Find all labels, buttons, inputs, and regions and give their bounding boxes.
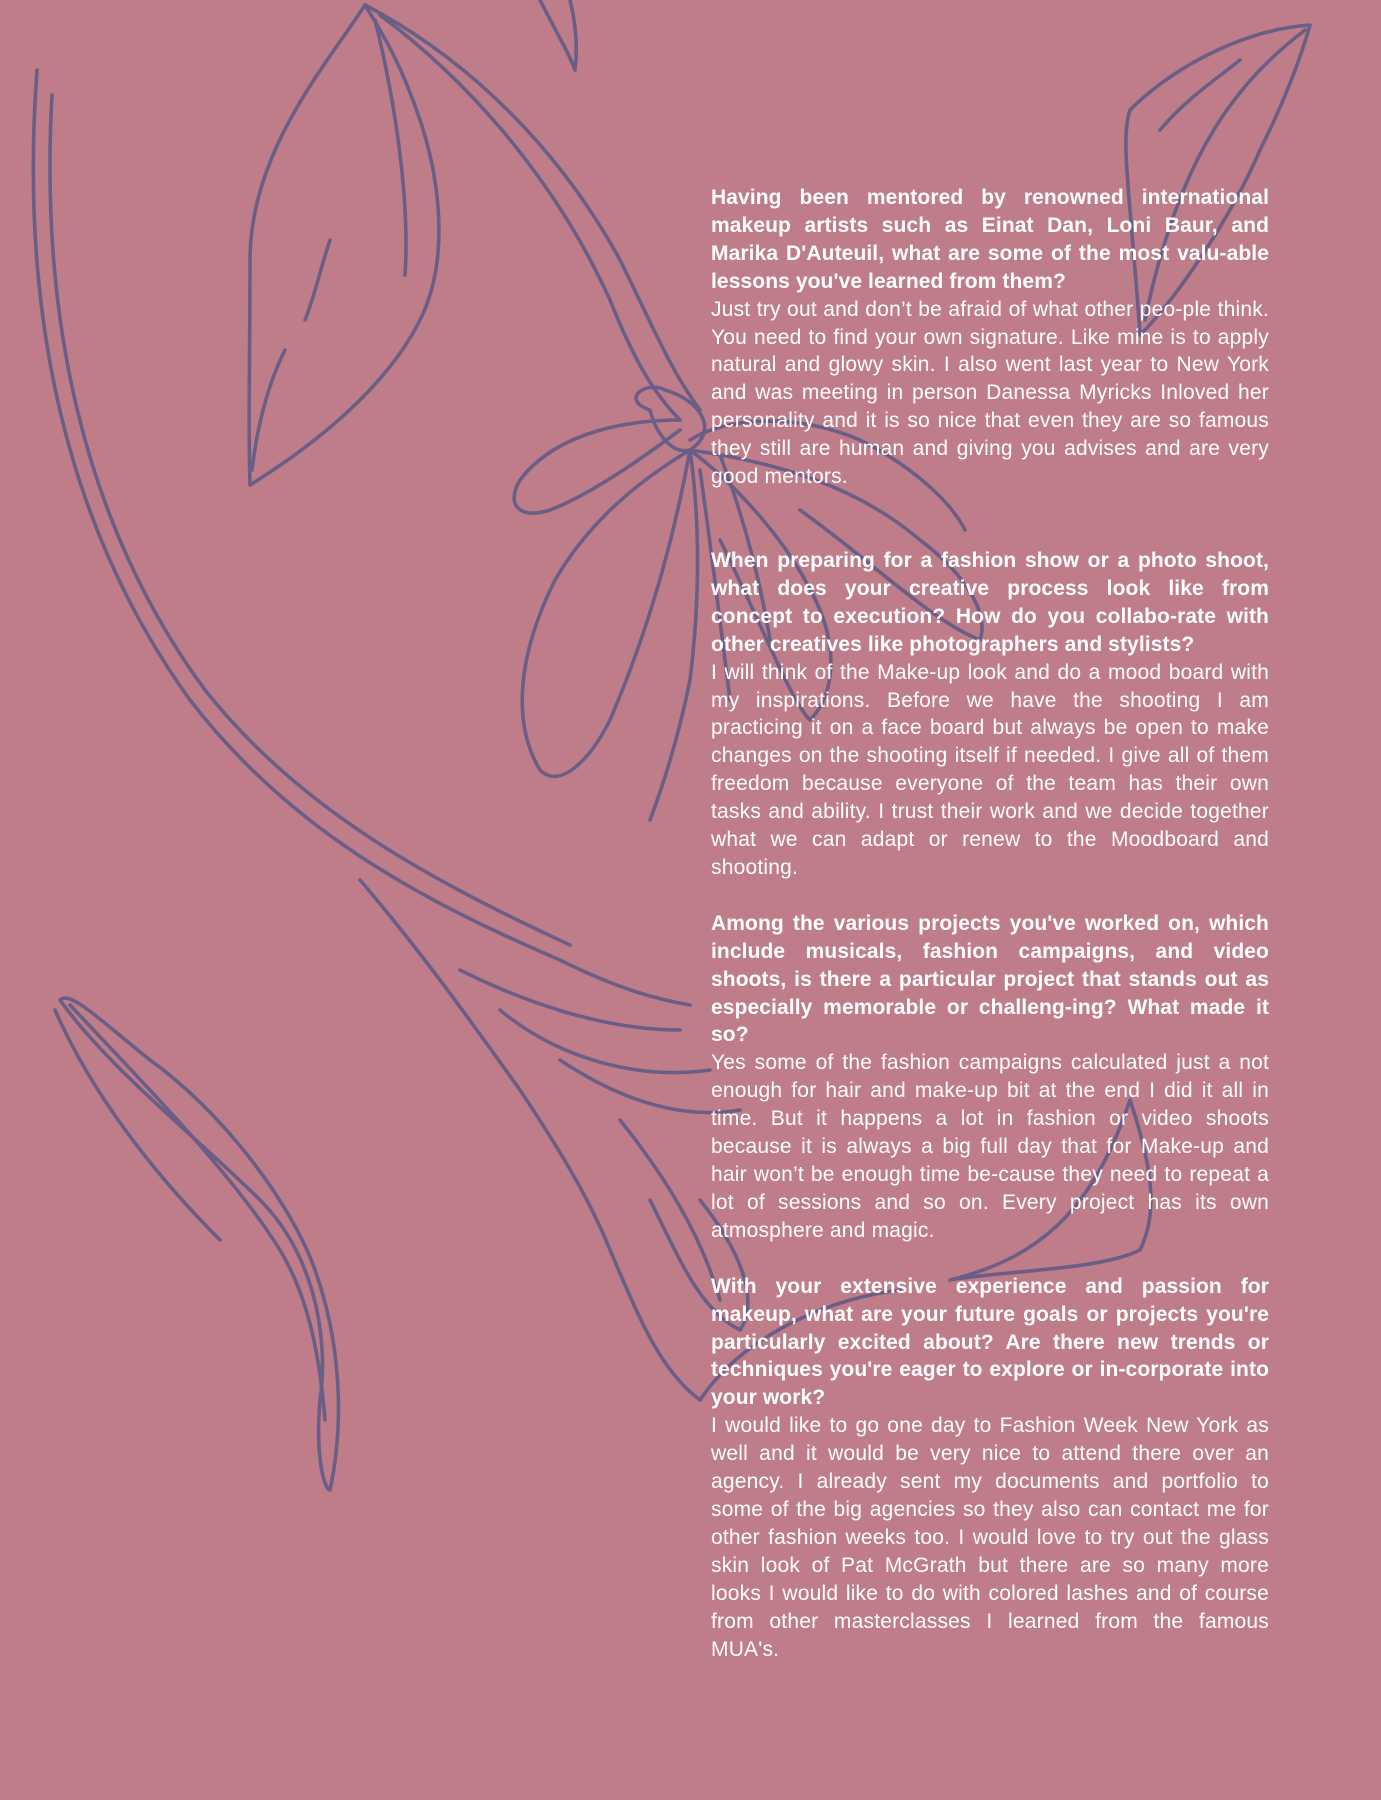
interview-question: Having been mentored by renowned international makeup artists such as Einat Dan, Loni Baur, and Marika D'Auteuil, what are some of the most valu-able lessons you've learned from them? <box>711 186 1269 293</box>
stem-arc-inner <box>50 95 570 945</box>
qa-block <box>711 547 1269 882</box>
interview-question: With your extensive experience and passion for makeup, what are your future goals or projects you're particularly excited about? Are there new trends or techniques you're eager to explore or in-corporate into your work? <box>711 1274 1269 1410</box>
interview-answer: I would like to go one day to Fashion Week New York as well and it would be very nice to attend there over an agency. I already sent my documents and portfolio to some of the big agencies so they also can contact me for other fashion weeks too. I would love to try out the glass skin look of Pat McGrath but there are so many more looks I would like to do with colored lashes and of course from other masterclasses I learned from the famous MUA's. <box>711 1414 1269 1661</box>
interview-question: When preparing for a fashion show or a photo shoot, what does your creative process look like from concept to execution? How do you collabo-rate with other creatives like photographers and stylists? <box>711 548 1269 656</box>
flower-petal-2 <box>650 450 698 820</box>
interview-answer: I will think of the Make-up look and do a mood board with my inspirations. Before we have the shooting I am practicing it on a face board but always be open to make changes on the shooting itself if needed. I give all of them freedom because everyone of the team has their own tasks and ability. I trust their work and we decide together what we can adapt or renew to the Moodboard and shooting. <box>711 660 1269 879</box>
leaf-top-left <box>249 5 439 485</box>
flower-petal-5 <box>514 420 680 513</box>
leaf-top-left-vein2 <box>305 240 330 320</box>
interview-answer: Just try out and don’t be afraid of what other peo-ple think. You need to find your own signature. Like mine is to apply natural and glowy skin. I also went last year to New York and was meeting in person Danessa Myricks Inloved her personality and it is so nice that even they are so famous they still are human and giving you advises and are very good mentors. <box>711 297 1269 489</box>
leaf-tiny-top <box>540 0 576 70</box>
leaf-top-right-vein2 <box>1160 60 1240 130</box>
qa-block <box>711 910 1269 1245</box>
qa-block <box>711 1273 1269 1664</box>
flower-lower-petals <box>360 880 700 1400</box>
interview-column <box>711 184 1269 1663</box>
interview-question: Among the various projects you've worked on, which include musicals, fashion campaigns, and video shoots, is there a particular project that stands out as especially memorable or challeng-ing? What made it so? <box>711 911 1269 1047</box>
leaf-top-left-vein3 <box>252 350 285 470</box>
leaf-bottom-left <box>60 998 338 1490</box>
flower-lower-petal-5 <box>620 1120 720 1300</box>
stem-main-2 <box>380 15 680 420</box>
stem-main <box>365 5 700 410</box>
flower-lower-petal-2 <box>460 970 680 1030</box>
flower-lower-petal-3 <box>500 1010 710 1073</box>
flower-petal-1 <box>522 450 690 776</box>
leaf-top-left-vein <box>375 20 406 275</box>
leaf-bottom-left-vein2 <box>55 1010 220 1240</box>
qa-block <box>711 184 1269 491</box>
interview-answer: Yes some of the fashion campaigns calculated just a not enough for hair and make-up bit at the end I did it all in time. But it happens a lot in fashion or video shoots because it is always a big full day that for Make-up and hair won’t be enough time be-cause they need to repeat a lot of sessions and so on. Every project has its own atmosphere and magic. <box>711 1051 1269 1242</box>
